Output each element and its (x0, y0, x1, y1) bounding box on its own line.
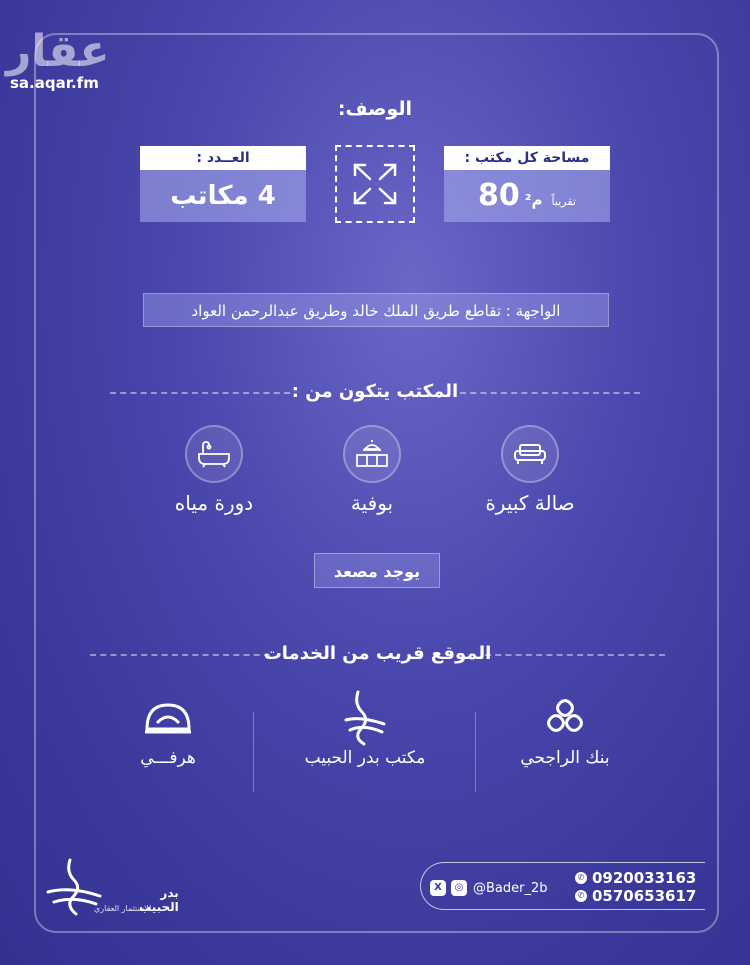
services-heading (90, 642, 665, 666)
aqar-watermark (6, 26, 110, 92)
area-note: تقريباً (551, 195, 576, 208)
x-twitter-icon[interactable]: X (430, 880, 446, 896)
feature-label: دورة مياه (174, 491, 254, 515)
feature-bathroom (144, 425, 284, 515)
buffet-icon (343, 425, 401, 483)
footer-brand (44, 858, 179, 918)
phone-number: 0570653617 (592, 887, 697, 905)
brand-name: بدر الحبيب (139, 886, 179, 914)
composition-heading (110, 380, 640, 404)
area-label: مساحة كل مكتب : (444, 146, 610, 170)
phone-1[interactable] (575, 869, 696, 887)
elevator-badge: يوجد مصعد (314, 553, 440, 588)
count-label: العــدد : (140, 146, 306, 170)
service-label: هرفـــي (140, 748, 196, 768)
feature-label: بوفية (350, 491, 394, 515)
bathtub-icon (185, 425, 243, 483)
facade-info: الواجهة : تقاطع طريق الملك خالد وطريق عبدالرحمن العواد (143, 293, 609, 327)
composition-title: المكتب يتكون من : (291, 381, 459, 402)
services-title: الموقع قريب من الخدمات (263, 643, 492, 664)
sofa-icon (501, 425, 559, 483)
feature-hall (460, 425, 600, 515)
feature-label: صالة كبيرة (485, 491, 575, 515)
area-unit: م² (524, 191, 543, 209)
watermark-url: sa.aqar.fm (10, 74, 99, 92)
count-card (140, 146, 306, 222)
phone-icon: ✆ (575, 872, 587, 884)
area-card (444, 146, 610, 222)
area-value: 80 (478, 178, 520, 213)
watermark-brand: عقار (6, 26, 110, 77)
description-title: الوصف: (337, 98, 413, 120)
service-divider (475, 712, 476, 792)
feature-buffet (302, 425, 442, 515)
phone-number: 0920033163 (592, 869, 697, 887)
instagram-icon[interactable]: ◎ (451, 880, 467, 896)
herfy-icon (78, 690, 258, 746)
area-value-box (444, 170, 610, 222)
brand-subtitle: للاستثمار العقاري (94, 904, 152, 913)
alrajhi-bank-icon (475, 690, 655, 746)
social-handle[interactable]: @Bader_2b (473, 880, 548, 896)
service-label: بنك الراجحي (520, 748, 610, 768)
expand-icon (335, 145, 415, 223)
service-herfy (78, 690, 258, 768)
count-value: 4 مكاتب (140, 170, 306, 222)
bader-alhabib-logo-icon (275, 690, 455, 746)
social-links (430, 880, 548, 896)
service-label: مكتب بدر الحبيب (304, 748, 426, 768)
service-alrajhi (475, 690, 655, 768)
whatsapp-icon: ✆ (575, 890, 587, 902)
service-bader-office (275, 690, 455, 768)
phone-2[interactable] (575, 887, 696, 905)
